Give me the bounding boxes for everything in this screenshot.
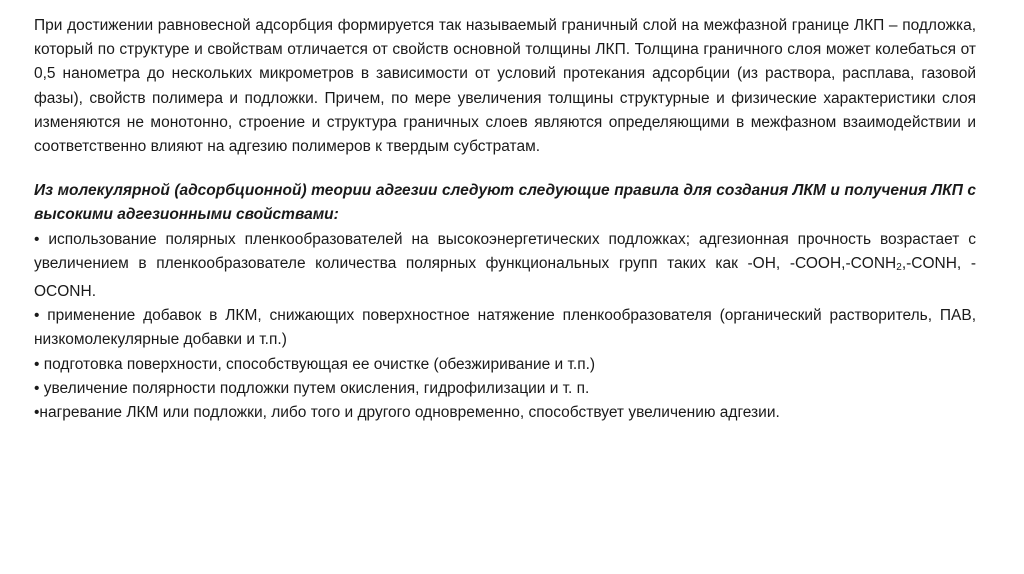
- bullet-surface-preparation: • подготовка поверхности, способствующая ее очистке (обезжиривание и т.п.): [34, 355, 596, 373]
- bullet-heating: •нагревание ЛКМ или подложки, либо того и другого одновременно, способствует увеличению адгезии.: [34, 404, 780, 422]
- rules-heading: Из молекулярной (адсорбционной) теории адгезии следуют следующие правила для создания ЛКМ и получения ЛКП с высокими адгезионными свойствами:: [34, 182, 976, 224]
- bullet-additives: • применение добавок в ЛКМ, снижающих поверхностное натяжение пленкообразователя (органический растворитель, ПАВ, низкомолекулярные добавки и т.п.): [34, 307, 976, 349]
- slide-content: [34, 14, 976, 425]
- bullet-polar-film-formers: [34, 228, 976, 305]
- intro-paragraph: При достижении равновесной адсорбция формируется так называемый граничный слой на межфазной границе ЛКП – подложка, который по структуре и свойствам отличается от свойств основной толщины ЛКП. Толщина граничного слоя может колебаться от 0,5 нанометра до нескольких микрометров в зависимости от условий протекания адсорбции (из раствора, расплава, газовой фазы), свойств полимера и подложки. Причем, по мере увеличения толщины структурные и физические характеристики слоя изменяются не монотонно, строение и структура граничных слоев являются определяющими в межфазном взаимодействии и соответственно влияют на адгезию полимеров к твердым субстратам.: [34, 17, 976, 156]
- bullet-substrate-polarity: • увеличение полярности подложки путем окисления, гидрофилизации и т. п.: [34, 379, 590, 397]
- subscript-2: 2: [896, 261, 902, 273]
- bullet-polar-film-formers-text: • использование полярных пленкообразователей на высокоэнергетических подложках; адгезионная прочность возрастает с увеличением в пленкообразователе количества полярных функциональных групп таких как -ОН, -СООН,-CONH: [34, 230, 976, 272]
- bullet-polar-film-formers-tail: ,-CONH, -OCONH.: [34, 254, 976, 301]
